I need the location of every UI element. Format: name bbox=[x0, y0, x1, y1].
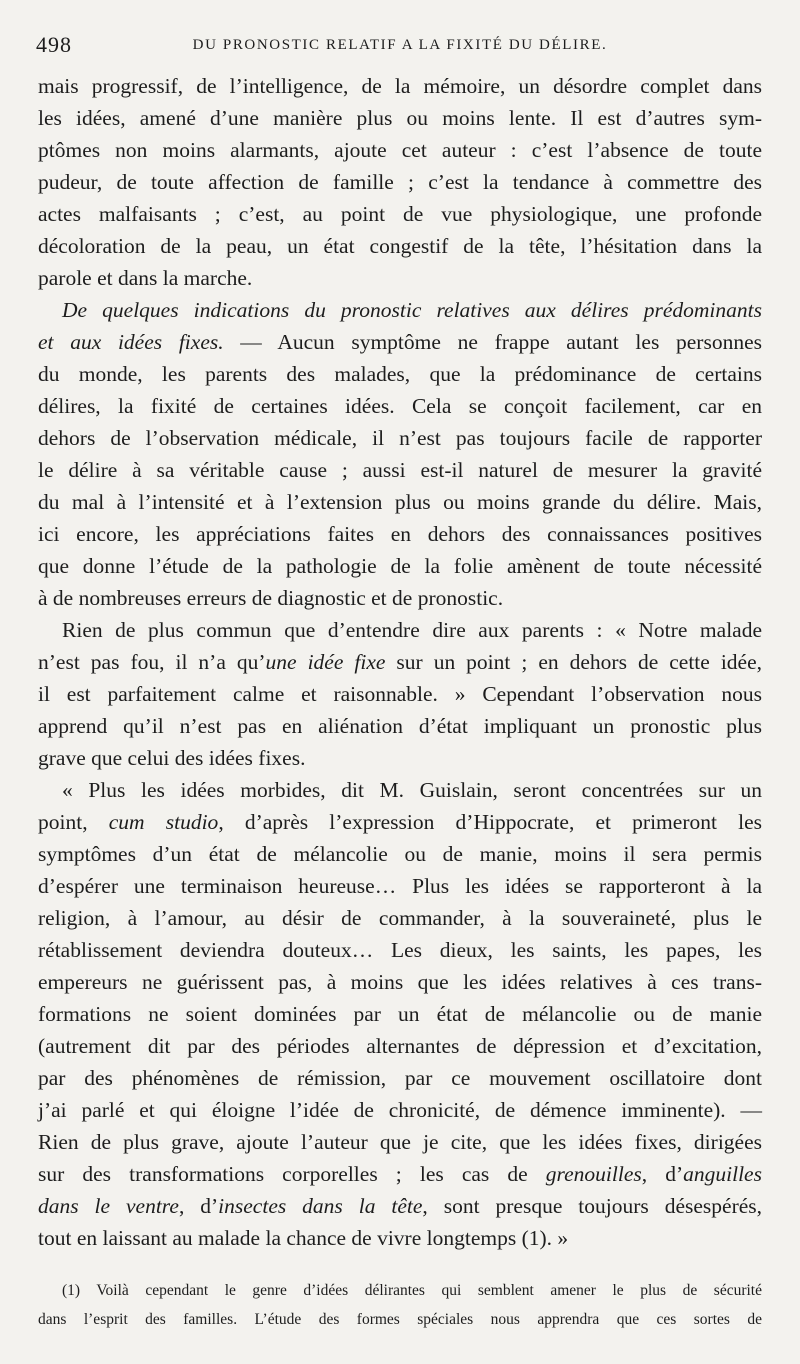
text-line bbox=[38, 1190, 762, 1222]
emphasis-text: dans le ventre bbox=[38, 1194, 179, 1218]
text-line: tout en laissant au malade la chance de vivre longtemps (1). » bbox=[38, 1226, 569, 1250]
text-segment: n’est pas fou, il n’a qu’ bbox=[38, 650, 266, 674]
text-line: Rien de plus commun que d’entendre dire aux parents : « Notre malade bbox=[62, 618, 762, 642]
text-segment: , d’après l’expression d’Hippocrate, et primeront les bbox=[218, 810, 763, 834]
text-line: rétablissement deviendra douteux… Les dieux, les saints, les papes, les bbox=[38, 938, 762, 962]
text-segment: — Aucun symptôme ne frappe autant les personnes bbox=[223, 330, 762, 354]
text-line bbox=[38, 326, 762, 358]
text-line: apprend qu’il n’est pas en aliénation d’état impliquant un pronostic plus bbox=[38, 714, 762, 738]
paragraph-1 bbox=[38, 70, 762, 294]
text-line bbox=[38, 646, 762, 678]
footnote-line: dans l’esprit des familles. L’étude des formes spéciales nous apprendra que ces sortes de bbox=[38, 1311, 762, 1328]
text-line: ici encore, les appréciations faites en dehors des connaissances positives bbox=[38, 522, 762, 546]
emphasis-text: anguilles bbox=[683, 1162, 762, 1186]
text-line: d’espérer une terminaison heureuse… Plus les idées se rapporteront à la bbox=[38, 874, 762, 898]
text-line: pudeur, de toute affection de famille ; c’est la tendance à commettre des bbox=[38, 170, 762, 194]
text-line: « Plus les idées morbides, dit M. Guislain, seront concentrées sur un bbox=[62, 778, 762, 802]
text-line: grave que celui des idées fixes. bbox=[38, 746, 306, 770]
text-line: il est parfaitement calme et raisonnable. » Cependant l’observation nous bbox=[38, 682, 762, 706]
section-heading-text: et aux idées fixes. bbox=[38, 330, 224, 354]
running-title: DU PRONOSTIC RELATIF A LA FIXITÉ DU DÉLIRE. bbox=[192, 37, 608, 53]
text-segment: sur un point ; en dehors de cette idée, bbox=[385, 650, 762, 674]
text-line bbox=[38, 1158, 762, 1190]
emphasis-text: une idée fixe bbox=[265, 650, 386, 674]
paragraph-2 bbox=[38, 294, 762, 614]
page-number: 498 bbox=[36, 32, 72, 57]
section-heading-text: De quelques indications du pronostic relatives aux délires prédominants bbox=[62, 298, 762, 322]
body-text bbox=[38, 70, 762, 1254]
text-line: religion, à l’amour, au désir de commander, à la souveraineté, plus le bbox=[38, 906, 762, 930]
text-line: du monde, les parents des malades, que la prédominance de certains bbox=[38, 362, 762, 386]
paragraph-4-quotation bbox=[38, 774, 762, 1254]
text-line: décoloration de la peau, un état congestif de la tête, l’hésitation dans la bbox=[38, 234, 762, 258]
paragraph-3 bbox=[38, 614, 762, 774]
text-line: que donne l’étude de la pathologie de la folie amènent de toute nécessité bbox=[38, 554, 762, 578]
text-segment: point, bbox=[38, 810, 109, 834]
footnote bbox=[38, 1276, 762, 1334]
emphasis-text: cum studio bbox=[108, 810, 219, 834]
page-header bbox=[36, 32, 764, 60]
text-line: Rien de plus grave, ajoute l’auteur que je cite, que les idées fixes, dirigées bbox=[38, 1130, 762, 1154]
text-line: mais progressif, de l’intelligence, de la mémoire, un désordre complet dans bbox=[38, 74, 762, 98]
text-line: j’ai parlé et qui éloigne l’idée de chronicité, de démence imminente). — bbox=[38, 1098, 762, 1122]
text-line: (autrement dit par des périodes alternantes de dépression et d’excitation, bbox=[38, 1034, 762, 1058]
text-segment: , d’ bbox=[641, 1162, 684, 1186]
emphasis-text: grenouilles bbox=[545, 1162, 642, 1186]
footnote-line: (1) Voilà cependant le genre d’idées délirantes qui semblent amener le plus de sécurité bbox=[62, 1282, 762, 1299]
text-segment: , d’ bbox=[178, 1194, 219, 1218]
text-line: à de nombreuses erreurs de diagnostic et de pronostic. bbox=[38, 586, 504, 610]
text-line: le délire à sa véritable cause ; aussi est-il naturel de mesurer la gravité bbox=[38, 458, 762, 482]
text-line: ptômes non moins alarmants, ajoute cet auteur : c’est l’absence de toute bbox=[38, 138, 762, 162]
text-line: empereurs ne guérissent pas, à moins que les idées relatives à ces trans- bbox=[38, 970, 762, 994]
text-line: par des phénomènes de rémission, par ce mouvement oscillatoire dont bbox=[38, 1066, 762, 1090]
text-line: dehors de l’observation médicale, il n’est pas toujours facile de rapporter bbox=[38, 426, 762, 450]
text-line: délires, la fixité de certaines idées. Cela se conçoit facilement, car en bbox=[38, 394, 762, 418]
text-line: formations ne soient dominées par un état de mélancolie ou de manie bbox=[38, 1002, 762, 1026]
section-heading bbox=[38, 294, 762, 326]
text-line bbox=[38, 806, 762, 838]
text-line: parole et dans la marche. bbox=[38, 266, 253, 290]
text-line: symptômes d’un état de mélancolie ou de manie, moins il sera permis bbox=[38, 842, 762, 866]
text-line: actes malfaisants ; c’est, au point de vue physiologique, une profonde bbox=[38, 202, 762, 226]
text-line: les idées, amené d’une manière plus ou moins lente. Il est d’autres sym- bbox=[38, 106, 762, 130]
emphasis-text: insectes dans la tête bbox=[218, 1194, 423, 1218]
text-segment: , sont presque toujours désespérés, bbox=[422, 1194, 763, 1218]
text-line: du mal à l’intensité et à l’extension plus ou moins grande du délire. Mais, bbox=[38, 490, 762, 514]
text-segment: sur des transformations corporelles ; les cas de bbox=[38, 1162, 546, 1186]
